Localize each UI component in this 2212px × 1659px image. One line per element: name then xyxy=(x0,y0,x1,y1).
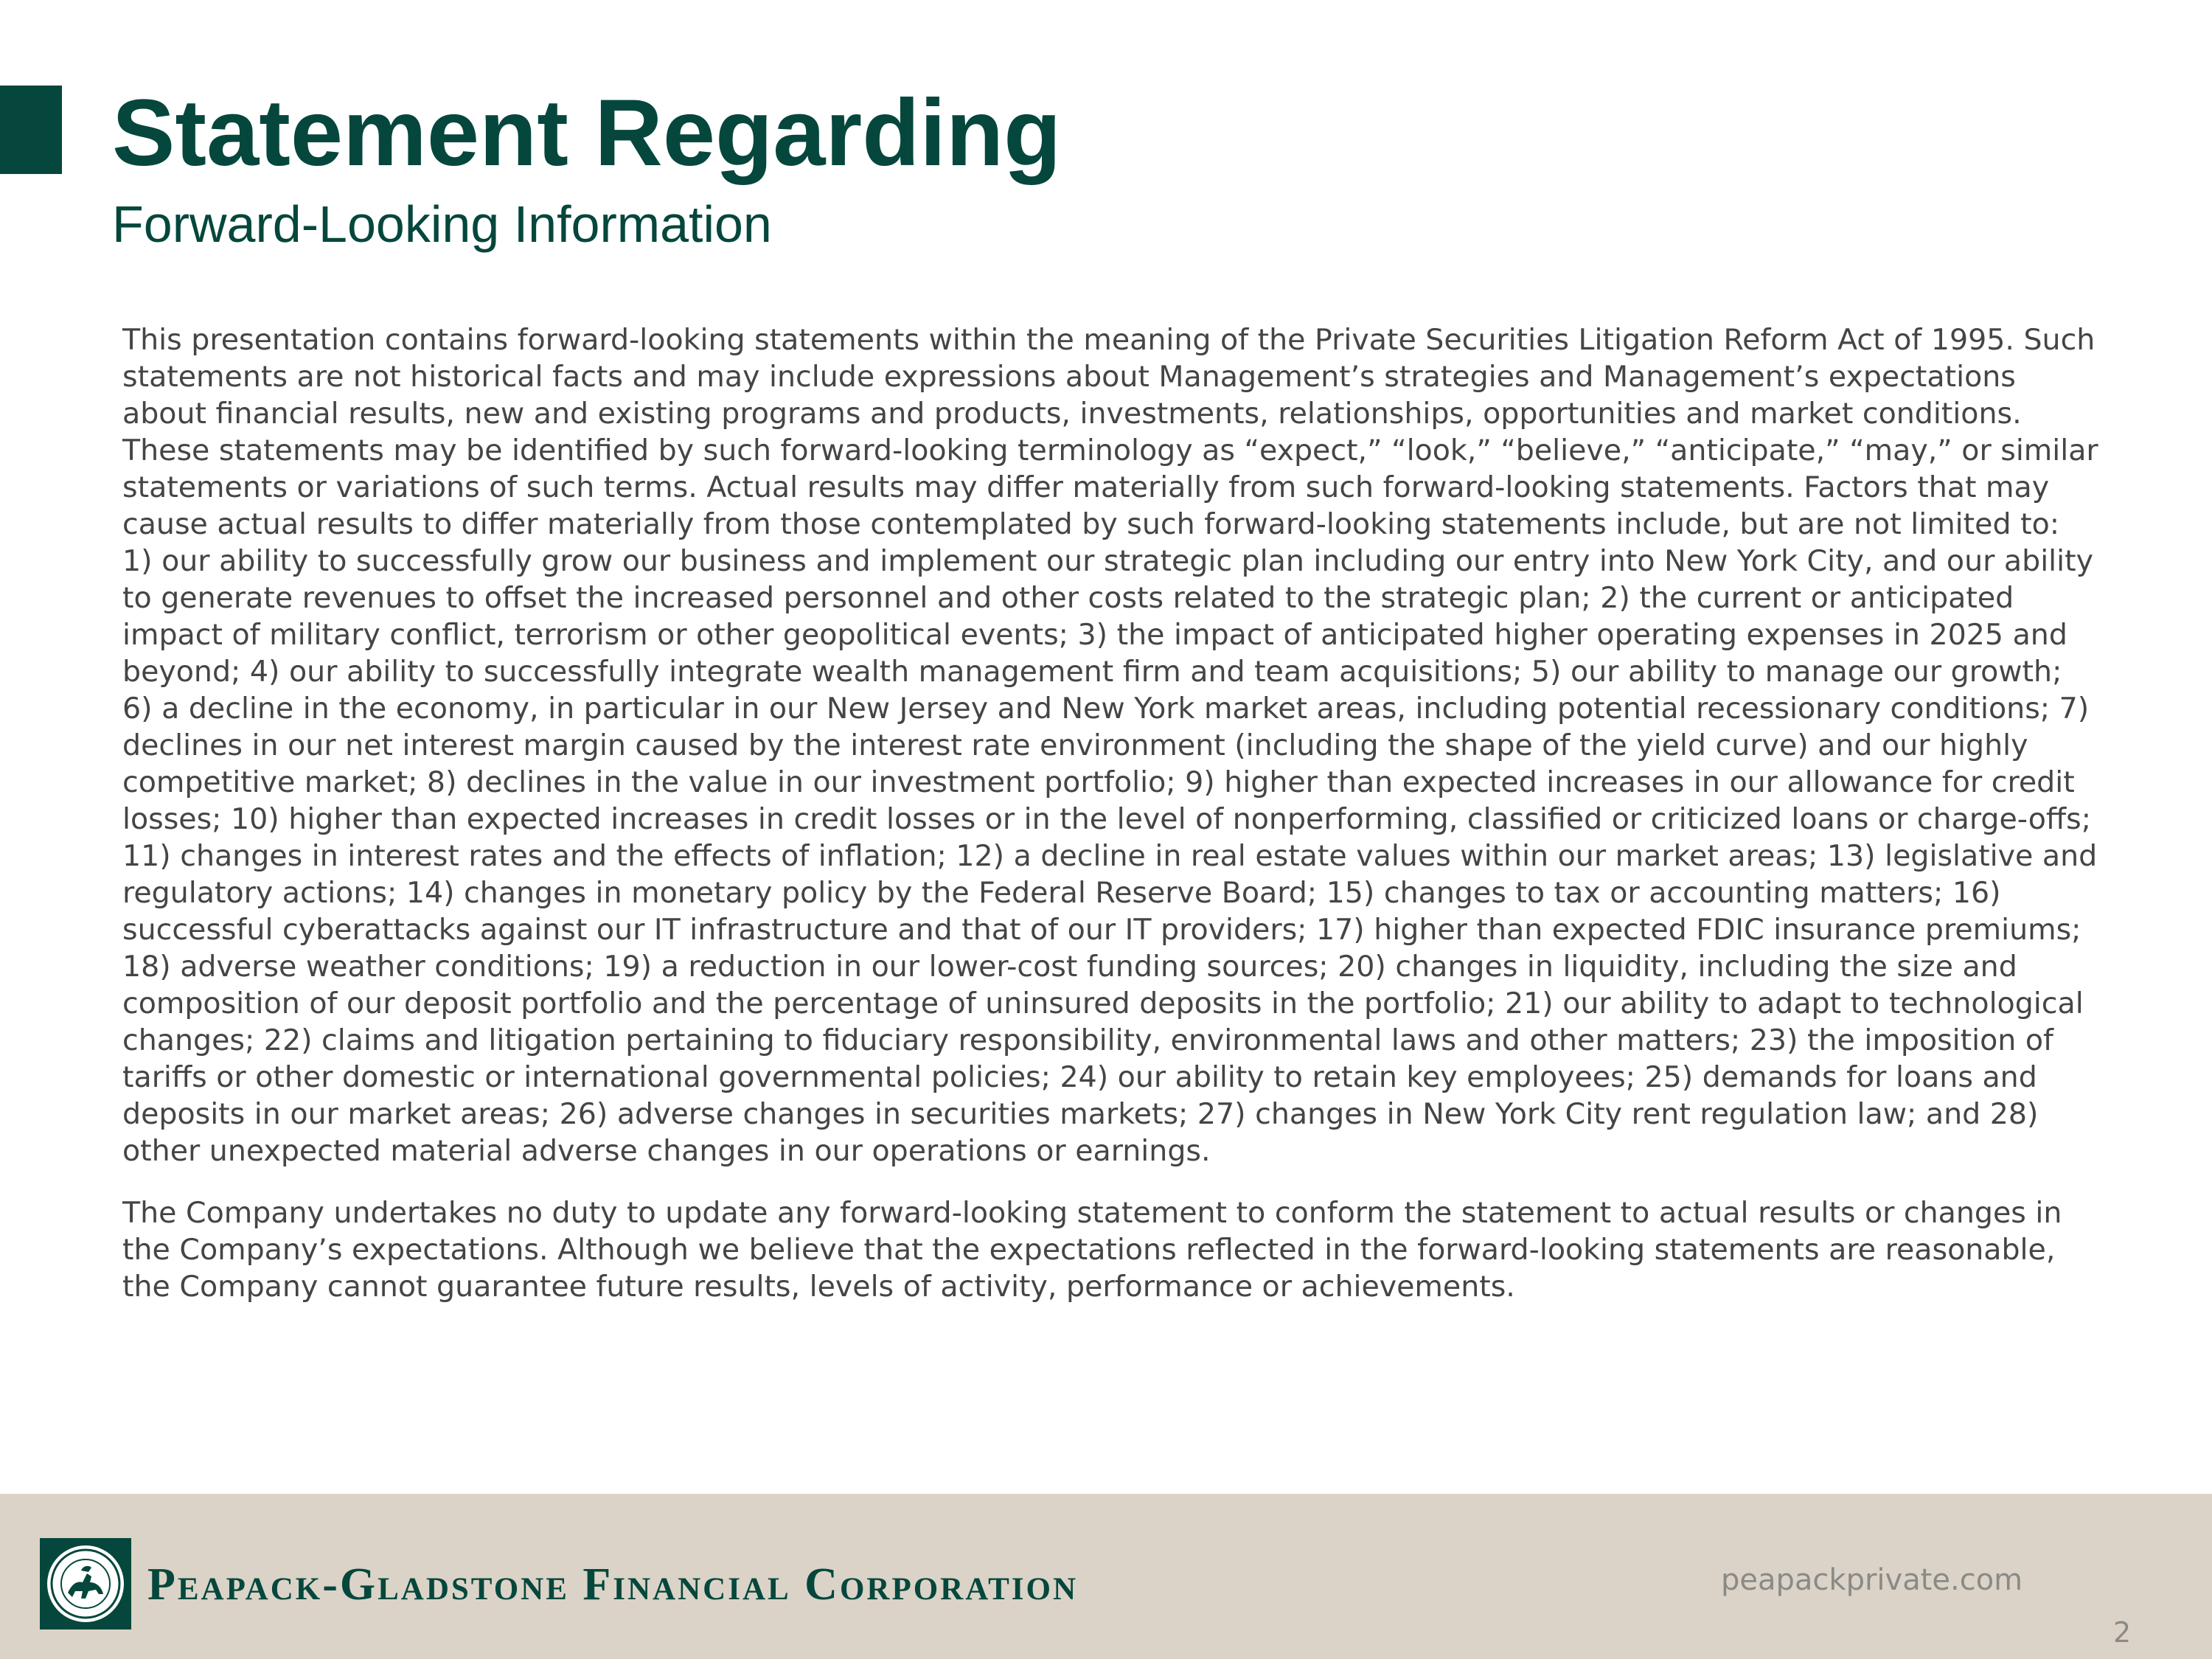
company-name: Peapack-Gladstone Financial Corporation xyxy=(147,1559,1078,1610)
title-accent-bar xyxy=(0,86,62,174)
disclaimer-body xyxy=(122,321,2098,1330)
footer xyxy=(0,1494,2212,1659)
seal-icon xyxy=(40,1538,131,1630)
disclaimer-paragraph: The Company undertakes no duty to update any forward-looking statement to conform the statement to actual results or changes in the Company’s expectations. Although we believe that the expectations reflected in the forward-looking statements are reasonable, the Company cannot guarantee future results, levels of activity, performance or achievements. xyxy=(122,1196,2062,1304)
website-link[interactable]: peapackprivate.com xyxy=(1721,1563,2023,1597)
page-number: 2 xyxy=(2113,1616,2132,1649)
disclaimer-paragraph: This presentation contains forward-looking statements within the meaning of the Private Securities Litigation Reform Act of 1995. Such statements are not historical facts and may include expressions about Management’s strategies and Management’s expectations about financial results, new and existing programs and products, investments, relationships, opportunities and market conditions. These statements may be identified by such forward-looking terminology as “expect,” “look,” “believe,” “anticipate,” “may,” or similar statements or variations of such terms. Actual results may differ materially from such forward-looking statements. Factors that may cause actual results to differ materially from those contemplated by such forward-looking statements include, but are not limited to: 1) our ability to successfully grow our business and implement our strategic plan including our entry into New York City, and our ability to generate revenues to offset the increased personnel and other costs related to the strategic plan; 2) the current or anticipated impact of military conflict, terrorism or other geopolitical events; 3) the impact of anticipated higher operating expenses in 2025 and beyond; 4) our ability to successfully integrate wealth management firm and team acquisitions; 5) our ability to manage our growth; 6) a decline in the economy, in particular in our New Jersey and New York market areas, including potential recessionary conditions; 7) declines in our net interest margin caused by the interest rate environment (including the shape of the yield curve) and our highly competitive market; 8) declines in the value in our investment portfolio; 9) higher than expected increases in our allowance for credit losses; 10) higher than expected increases in credit losses or in the level of nonperforming, classified or criticized loans or charge-offs; 11) changes in interest rates and the effects of inflation; 12) a decline in real estate values within our market areas; 13) legislative and regulatory actions; 14) changes in monetary policy by the Federal Reserve Board; 15) changes to tax or accounting matters; 16) successful cyberattacks against our IT infrastructure and that of our IT providers; 17) higher than expected FDIC insurance premiums; 18) adverse weather conditions; 19) a reduction in our lower-cost funding sources; 20) changes in liquidity, including the size and composition of our deposit portfolio and the percentage of uninsured deposits in the portfolio; 21) our ability to adapt to technological changes; 22) claims and litigation pertaining to fiduciary responsibility, environmental laws and other matters; 23) the imposition of tariffs or other domestic or international governmental policies; 24) our ability to retain key employees; 25) demands for loans and deposits in our market areas; 26) adverse changes in securities markets; 27) changes in New York City rent regulation law; and 28) other unexpected material adverse changes in our operations or earnings. xyxy=(122,323,2098,1168)
slide-subtitle: Forward-Looking Information xyxy=(112,195,772,253)
slide-title: Statement Regarding xyxy=(112,80,1062,186)
